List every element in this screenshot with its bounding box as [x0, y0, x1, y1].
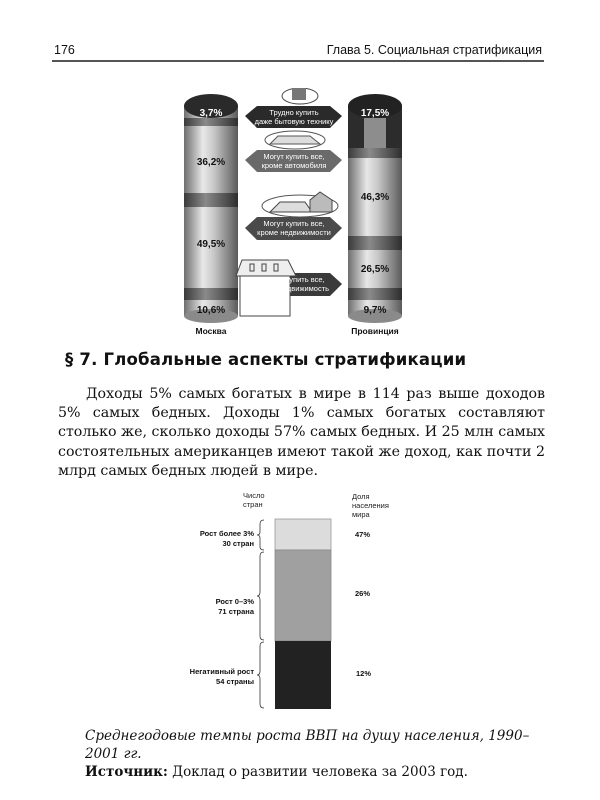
province-segment-2: 46,3% [360, 192, 390, 203]
section-title: § 7. Глобальные аспекты стратификации [65, 350, 467, 369]
brace-2 [257, 552, 264, 640]
cylinder-moscow [184, 94, 238, 323]
caption-source [85, 763, 555, 781]
moscow-label: Москва [195, 326, 227, 336]
category-1-label: Трудно купить даже бытовую технику [254, 108, 334, 126]
group-3-share: 12% [356, 669, 372, 678]
bar-segment-mid-growth [275, 550, 331, 641]
running-header [52, 42, 544, 62]
bar-segment-high-growth [275, 519, 331, 550]
source-text: Доклад о развитии человека за 2003 год. [167, 764, 468, 780]
group-1-share: 47% [355, 530, 371, 539]
group-3-label: Негативный рост 54 страны [189, 667, 254, 686]
caption-title: Среднегодовые темпы роста ВВП на душу населения, 1990–2001 гг. [85, 728, 530, 762]
moscow-segment-2: 36,2% [196, 157, 226, 168]
chapter-title: Глава 5. Социальная стратификация [326, 43, 542, 57]
paragraph-text: Доходы 5% самых богатых в мире в 114 раз выше доходов 5% самых бедных. Доходы 1% самых богатых составляют столько же, сколько доходы 57% самых бедных. И 25 млн самых состоятельных американцев имеют такой же доход, как почти 2 млрд самых бедных людей в мире. [58, 386, 545, 479]
moscow-segment-4: 10,6% [196, 305, 226, 316]
cylinder-province [348, 94, 402, 323]
category-2-label: Могут купить все, кроме автомобиля [261, 152, 327, 170]
bar-segment-negative-growth [275, 641, 331, 709]
page-number: 176 [54, 43, 75, 57]
moscow-segment-1: 3,7% [199, 108, 223, 119]
body-paragraph [58, 385, 545, 481]
brace-1 [257, 520, 264, 550]
source-label: Источник: [85, 764, 168, 780]
province-segment-1: 17,5% [360, 108, 390, 119]
province-segment-3: 26,5% [360, 264, 390, 275]
right-header: Доля населения мира [352, 492, 389, 519]
category-4-label: Могут купить все, даже недвижимость [258, 275, 330, 293]
group-2-label: Рост 0–3% 71 страна [215, 597, 254, 616]
car-icon [265, 131, 325, 149]
province-segment-4: 9,7% [363, 305, 387, 316]
figure-caption [85, 727, 555, 781]
income-cylinders-figure [170, 88, 425, 338]
group-1-label: Рост более 3% 30 стран [199, 529, 254, 548]
moscow-segment-3: 49,5% [196, 239, 226, 250]
appliance-icon [282, 88, 318, 104]
car-house-icon [262, 192, 338, 217]
left-header: Число стран [243, 491, 265, 509]
group-2-share: 26% [355, 589, 371, 598]
category-3-label: Могут купить все, кроме недвижимости [257, 219, 331, 237]
gdp-growth-figure [170, 488, 430, 718]
brace-3 [257, 642, 264, 708]
province-label: Провинция [351, 326, 399, 336]
